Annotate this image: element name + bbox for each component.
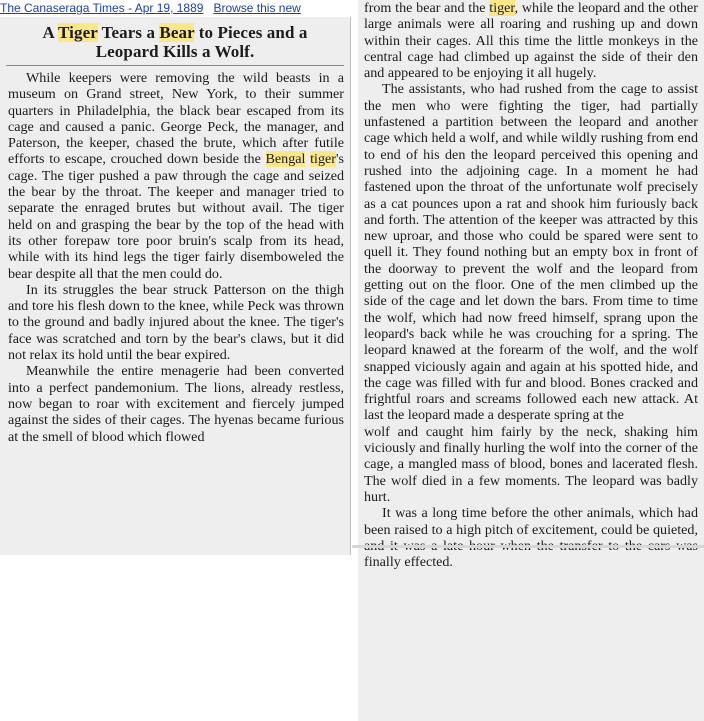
search-highlight: tiger	[489, 0, 515, 16]
headline-rule	[6, 65, 344, 66]
clipping-left-column	[0, 17, 351, 555]
search-highlight: Bear	[159, 23, 195, 42]
article-paragraph: from the bear and the tiger, while the leopard and the other large animals were all roaring and rushing up and down within their cages. All this time the little monkeys in the central cage had climbed up against the side of their den and appeared to be enjoying it all hugely.	[364, 0, 698, 82]
viewer-toolbar	[0, 0, 358, 17]
search-highlight: Tiger	[58, 23, 98, 42]
article-paragraph: While keepers were removing the wild beasts in a museum on Grand street, New York, to their summer quarters in Philadelphia, the black bear escaped from its cage and caused a panic. George Peck, the manager, and Paterson, the keeper, chased the brute, which after futile efforts to escape, crouched down beside the Bengal tiger's cage. The tiger pushed a paw through the cage and seized the bear by the throat. The keeper and manager tried to separate the enraged brutes but without avail. The tiger held on and grasping the bear by the top of the head with its other forepaw tore poor bruin's scalp from its head, while with its hind legs the tiger fairly disemboweled the bear despite all that the men could do.	[8, 70, 344, 282]
search-highlight: tiger	[310, 151, 336, 168]
article-paragraph: The assistants, who had rushed from the cage to assist the men who were fighting the tiger, had partially unfastened a partition between the leopard and another cage which held a wolf, and while wildly rushing from end to end of his den the leopard perceived this opening and rushed into the adjoining cage. In a moment he had fastened upon the throat of the unfortunate wolf precisely as a cat pounces upon a rat and shook him furiously back and forth. The attention of the keeper was attracted by this new uproar, and those who could be spared were sent to quell it. They found nothing but an empty box in front of the doorway to prevent the wolf and the leopard from getting out on the floor. One of the men climbed up the side of the cage and let down the bars. From time to time the wolf, which had now freed himself, sprang upon the leopard's back while he was crouching for a spring. The leopard knawed at the forearm of the wolf, and the wolf snapped viciously again and again at his spotted hide, and the cage was filled with fur and blood. Bones cracked and frightful roars and screams followed each new attack. At last the leopard made a desperate spring at the	[364, 81, 698, 424]
clipping-right-column	[358, 0, 704, 721]
article-paragraph: In its struggles the bear struck Patterson on the thigh and tore his flesh down to the knee, while Peck was thrown to the ground and badly injured about the knee. The tiger's face was scratched and torn by the bear's claws, but it did not relax its hold until the bear expired.	[8, 281, 344, 364]
search-highlight: Bengal	[265, 151, 306, 168]
article-headline: A Tiger Tears a Bear to Pieces and a Leopard Kills a Wolf.	[42, 23, 308, 61]
paper-title-link[interactable]: The Canaseraga Times - Apr 19, 1889	[0, 1, 204, 15]
clipping-seam	[352, 545, 704, 548]
browse-link[interactable]: Browse this new	[213, 1, 301, 15]
article-paragraph: Meanwhile the entire menagerie had been converted into a perfect pandemonium. The lions, already restless, now began to roar with excitement and fiercely jumped against the sides of their cages. The hyenas became furious at the smell of blood which flowed	[8, 363, 344, 445]
article-paragraph: wolf and caught him fairly by the neck, shaking him viciously and finally hurling the wolf into the corner of the cage, a mangled mass of blood, bones and lacerated flesh. The wolf died in a few moments. The leopard was badly hurt.	[364, 423, 698, 505]
article-paragraph: It was a long time before the other animals, which had been raised to a high pitch of excitement, could be quieted, finally effected.	[364, 505, 698, 571]
